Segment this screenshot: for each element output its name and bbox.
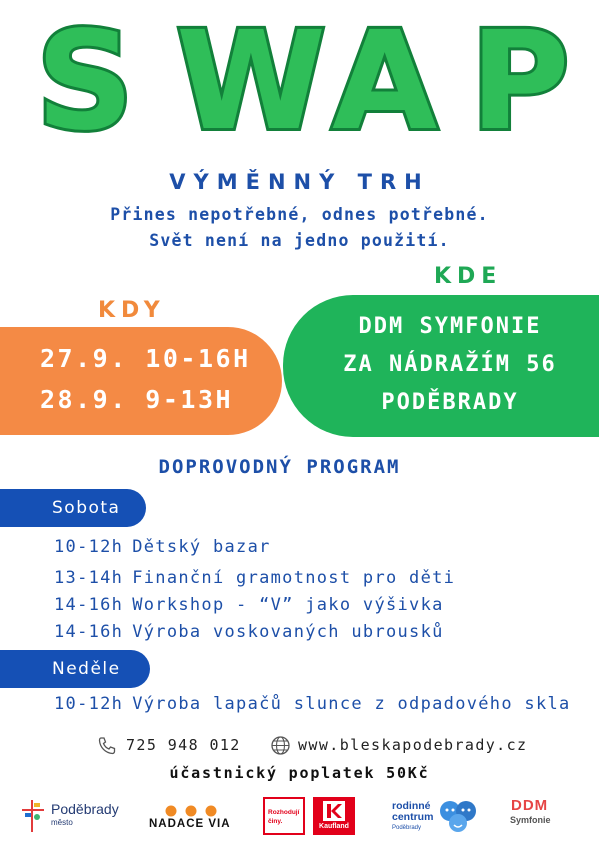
program-row [54, 595, 444, 615]
globe-icon [270, 735, 291, 756]
date-line-2: 28.9. 9-13H [40, 385, 234, 414]
program-row [54, 622, 444, 642]
nadace-via-dots-icon [163, 802, 223, 814]
nadace-via-text: NADACE VIA [149, 818, 231, 830]
kaufland-slogan-logo [263, 797, 305, 835]
program-activity: Dětský bazar [132, 537, 271, 557]
program-time: 14-16h [54, 622, 124, 642]
when-label: KDY [98, 298, 166, 323]
tagline-line-2: Svět není na jedno použití. [149, 231, 450, 250]
program-activity: Výroba lapačů slunce z odpadového skla [132, 694, 571, 714]
program-time: 13-14h [54, 568, 124, 588]
program-row [54, 694, 571, 714]
day-pill-sunday: Neděle [0, 650, 150, 688]
tagline-line-1: Přines nepotřebné, odnes potřebné. [110, 205, 489, 224]
headline-letter-p: P [470, 3, 570, 161]
podebrady-logo-icon [22, 800, 44, 832]
program-time: 10-12h [54, 537, 124, 557]
phone-icon [97, 736, 117, 756]
date-line-1: 27.9. 10-16H [40, 344, 251, 373]
place-line-1: DDM SYMFONIE [358, 314, 542, 339]
kaufland-text: Kaufland [319, 823, 349, 830]
ddm-logo-text: Symfonie [510, 815, 551, 825]
program-time: 14-16h [54, 595, 124, 615]
place-line-3: PODĚBRADY [381, 390, 519, 415]
program-activity: Výroba voskovaných ubrousků [132, 622, 444, 642]
program-title: DOPROVODNÝ PROGRAM [158, 456, 401, 478]
phone-number: 725 948 012 [126, 736, 241, 754]
fee-text: účastnický poplatek 50Kč [169, 764, 430, 782]
subtitle: VÝMĚNNÝ TRH [169, 170, 430, 194]
rodinne-centrum-logo-text [392, 801, 433, 834]
kaufland-logo [313, 797, 355, 835]
podebrady-logo-sub: město [51, 818, 73, 827]
kaufland-k-icon [323, 801, 345, 821]
where-label: KDE [434, 264, 503, 289]
program-time: 10-12h [54, 694, 124, 714]
podebrady-logo-text: Poděbrady [51, 801, 119, 817]
program-row [54, 568, 455, 588]
rodinne-line-3: Poděbrady [392, 825, 422, 831]
day-pill-saturday: Sobota [0, 489, 146, 527]
headline-letter-a: A [332, 3, 438, 161]
kaufland-slogan-text: Rozhodují činy. [268, 809, 300, 825]
rodinne-line-1: rodinné [392, 800, 431, 812]
headline-letter-w: W [176, 3, 327, 161]
program-activity: Workshop - “V” jako výšivka [132, 595, 444, 615]
program-activity: Finanční gramotnost pro děti [132, 568, 456, 588]
website-link[interactable]: www.bleskapodebrady.cz [298, 736, 528, 754]
place-line-2: ZA NÁDRAŽÍM 56 [343, 352, 557, 377]
rodinne-line-2: centrum [392, 811, 434, 823]
family-faces-icon [438, 799, 478, 833]
program-row [54, 537, 271, 557]
headline-letter-s: S [36, 3, 134, 161]
ddm-logo-mark: DDM [511, 797, 549, 814]
